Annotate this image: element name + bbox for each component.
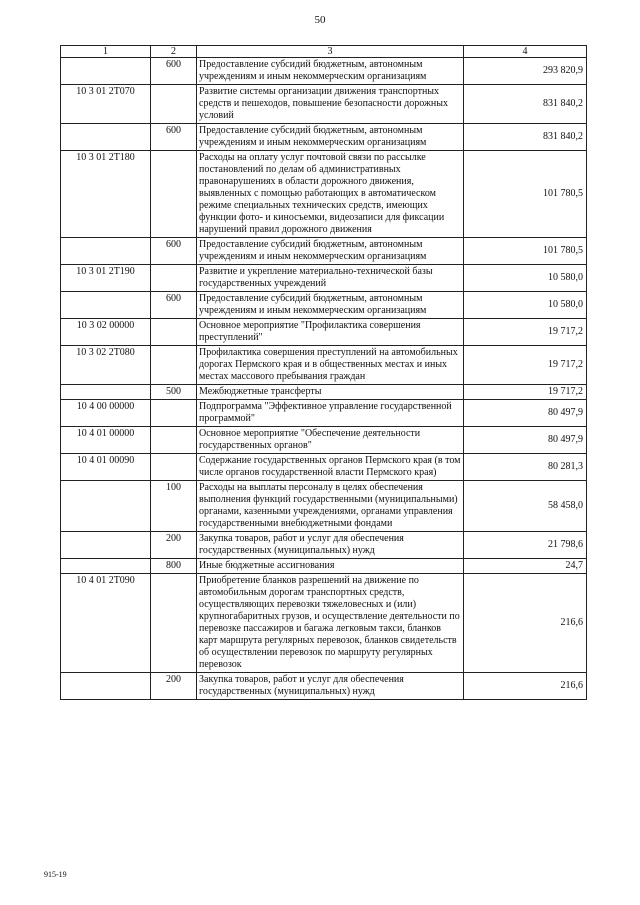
column-header-2: 2 <box>151 46 197 58</box>
expense-type-cell: 600 <box>151 58 197 85</box>
amount-cell: 216,6 <box>464 574 587 673</box>
table-row <box>61 346 587 385</box>
amount-cell: 24,7 <box>464 559 587 574</box>
target-article-code-cell: 10 4 01 00090 <box>61 454 151 481</box>
item-name-cell: Закупка товаров, работ и услуг для обеспечения государственных (муниципальных) нужд <box>197 532 464 559</box>
expense-type-cell <box>151 427 197 454</box>
target-article-code-cell <box>61 481 151 532</box>
item-name-cell: Межбюджетные трансферты <box>197 385 464 400</box>
column-header-3: 3 <box>197 46 464 58</box>
expense-type-cell <box>151 574 197 673</box>
amount-cell: 21 798,6 <box>464 532 587 559</box>
expense-type-cell: 600 <box>151 292 197 319</box>
expense-type-cell: 600 <box>151 124 197 151</box>
expense-type-cell <box>151 346 197 385</box>
item-name-cell: Подпрограмма "Эффективное управление государственной программой" <box>197 400 464 427</box>
expense-type-cell <box>151 85 197 124</box>
target-article-code-cell <box>61 292 151 319</box>
column-header-1: 1 <box>61 46 151 58</box>
table-row <box>61 559 587 574</box>
table-row <box>61 385 587 400</box>
target-article-code-cell: 10 3 01 2Т070 <box>61 85 151 124</box>
table-row <box>61 85 587 124</box>
amount-cell: 19 717,2 <box>464 319 587 346</box>
amount-cell: 101 780,5 <box>464 238 587 265</box>
item-name-cell: Предоставление субсидий бюджетным, автономным учреждениям и иным некоммерческим организациям <box>197 124 464 151</box>
expense-type-cell: 800 <box>151 559 197 574</box>
table-row <box>61 238 587 265</box>
expense-type-cell: 200 <box>151 673 197 700</box>
target-article-code-cell <box>61 385 151 400</box>
table-row <box>61 574 587 673</box>
table-row <box>61 427 587 454</box>
document-code: 915-19 <box>44 870 67 879</box>
amount-cell: 80 281,3 <box>464 454 587 481</box>
expense-type-cell <box>151 319 197 346</box>
item-name-cell: Предоставление субсидий бюджетным, автономным учреждениям и иным некоммерческим организациям <box>197 292 464 319</box>
amount-cell: 831 840,2 <box>464 85 587 124</box>
amount-cell: 19 717,2 <box>464 385 587 400</box>
expense-type-cell: 100 <box>151 481 197 532</box>
item-name-cell: Расходы на оплату услуг почтовой связи по рассылке постановлений по делам об административных правонарушениях в области дорожного движения, выявленных с помощью работающих в автоматическом режиме специальных технических средств, имеющих функции фото- и киносъемки, видеозаписи для фиксации нарушений правил дорожного движения <box>197 151 464 238</box>
target-article-code-cell <box>61 124 151 151</box>
table-row <box>61 58 587 85</box>
expense-type-cell <box>151 454 197 481</box>
expense-type-cell: 200 <box>151 532 197 559</box>
target-article-code-cell: 10 4 01 00000 <box>61 427 151 454</box>
target-article-code-cell: 10 4 00 00000 <box>61 400 151 427</box>
table-row <box>61 400 587 427</box>
table-row <box>61 265 587 292</box>
table-row <box>61 292 587 319</box>
table-row <box>61 454 587 481</box>
item-name-cell: Расходы на выплаты персоналу в целях обеспечения выполнения функций государственными (муниципальными) органами, казенными учреждениями, органами управления государственными внебюджетными фондами <box>197 481 464 532</box>
item-name-cell: Содержание государственных органов Пермского края (в том числе органов государственной власти Пермского края) <box>197 454 464 481</box>
table-row <box>61 532 587 559</box>
table-row <box>61 124 587 151</box>
column-header-4: 4 <box>464 46 587 58</box>
amount-cell: 19 717,2 <box>464 346 587 385</box>
item-name-cell: Иные бюджетные ассигнования <box>197 559 464 574</box>
amount-cell: 10 580,0 <box>464 265 587 292</box>
expense-type-cell <box>151 265 197 292</box>
target-article-code-cell: 10 3 01 2Т190 <box>61 265 151 292</box>
budget-table <box>60 45 587 700</box>
amount-cell: 101 780,5 <box>464 151 587 238</box>
item-name-cell: Приобретение бланков разрешений на движение по автомобильным дорогам транспортных средств, осуществляющих перевозки тяжеловесных и (или) крупногабаритных грузов, и осуществление деятельности по перевозке пассажиров и багажа легковым такси, бланков карт маршрута регулярных перевозок, бланков свидетельств об осуществлении перевозок по маршруту регулярных перевозок <box>197 574 464 673</box>
target-article-code-cell <box>61 58 151 85</box>
amount-cell: 831 840,2 <box>464 124 587 151</box>
expense-type-cell <box>151 400 197 427</box>
target-article-code-cell <box>61 559 151 574</box>
table-row <box>61 319 587 346</box>
item-name-cell: Закупка товаров, работ и услуг для обеспечения государственных (муниципальных) нужд <box>197 673 464 700</box>
amount-cell: 80 497,9 <box>464 400 587 427</box>
table-header-row <box>61 46 587 58</box>
amount-cell: 293 820,9 <box>464 58 587 85</box>
target-article-code-cell <box>61 532 151 559</box>
item-name-cell: Предоставление субсидий бюджетным, автономным учреждениям и иным некоммерческим организациям <box>197 238 464 265</box>
expense-type-cell <box>151 151 197 238</box>
amount-cell: 58 458,0 <box>464 481 587 532</box>
item-name-cell: Профилактика совершения преступлений на автомобильных дорогах Пермского края и в общественных местах и иных местах массового пребывания граждан <box>197 346 464 385</box>
item-name-cell: Развитие системы организации движения транспортных средств и пешеходов, повышение безопасности дорожных условий <box>197 85 464 124</box>
table-row <box>61 481 587 532</box>
item-name-cell: Предоставление субсидий бюджетным, автономным учреждениям и иным некоммерческим организациям <box>197 58 464 85</box>
expense-type-cell: 500 <box>151 385 197 400</box>
item-name-cell: Развитие и укрепление материально-технической базы государственных учреждений <box>197 265 464 292</box>
table-row <box>61 151 587 238</box>
expense-type-cell: 600 <box>151 238 197 265</box>
amount-cell: 80 497,9 <box>464 427 587 454</box>
amount-cell: 10 580,0 <box>464 292 587 319</box>
amount-cell: 216,6 <box>464 673 587 700</box>
target-article-code-cell: 10 4 01 2Т090 <box>61 574 151 673</box>
target-article-code-cell <box>61 673 151 700</box>
target-article-code-cell: 10 3 01 2Т180 <box>61 151 151 238</box>
target-article-code-cell: 10 3 02 00000 <box>61 319 151 346</box>
table-row <box>61 673 587 700</box>
item-name-cell: Основное мероприятие "Профилактика совершения преступлений" <box>197 319 464 346</box>
target-article-code-cell: 10 3 02 2Т080 <box>61 346 151 385</box>
target-article-code-cell <box>61 238 151 265</box>
page-number: 50 <box>314 14 326 26</box>
item-name-cell: Основное мероприятие "Обеспечение деятельности государственных органов" <box>197 427 464 454</box>
